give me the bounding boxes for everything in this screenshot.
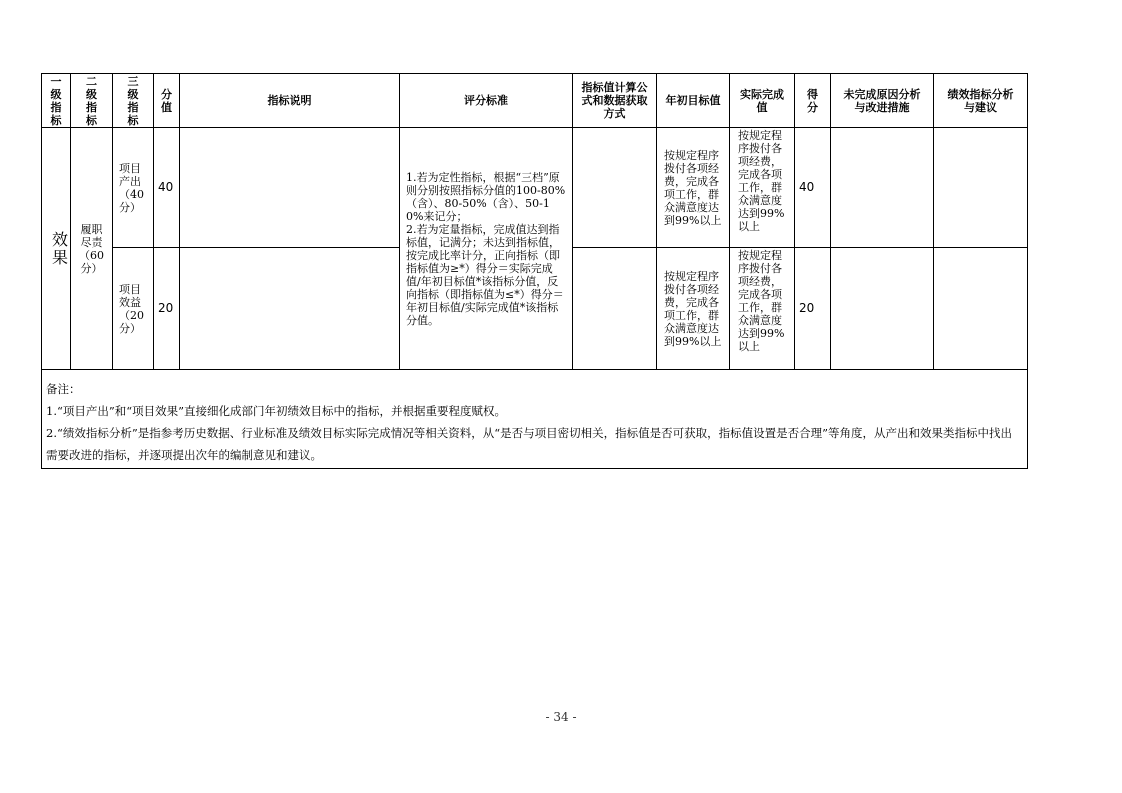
header-criteria: 评分标准 <box>400 74 573 128</box>
formula-cell <box>573 248 657 370</box>
notes-cell <box>42 370 1028 469</box>
level3-indicator-cell: 项目效益（20分） <box>113 248 154 370</box>
got-score-cell: 40 <box>795 128 831 248</box>
actual-value-cell: 按规定程序拨付各项经费，完成各项工作，群众满意度达到99%以上 <box>730 128 795 248</box>
performance-evaluation-table <box>41 73 1028 469</box>
notes-title: 备注： <box>46 382 81 396</box>
actual-value-cell: 按规定程序拨付各项经费，完成各项工作，群众满意度达到99%以上 <box>730 248 795 370</box>
page-number: - 34 - <box>545 710 577 724</box>
advice-cell <box>934 248 1028 370</box>
note-line-2: 2.“绩效指标分析”是指参考历史数据、行业标准及绩效目标实际完成情况等相关资料，从“是否与项目密切相关，指标值是否可获取，指标值设置是否合理”等角度，从产出和效果类指标中找出需要改进的指标，并逐项提出次年的编制意见和建议。 <box>46 426 1012 462</box>
reason-cell <box>831 248 934 370</box>
header-reason: 未完成原因分析与改进措施 <box>831 74 934 128</box>
got-score-cell: 20 <box>795 248 831 370</box>
advice-cell <box>934 128 1028 248</box>
score-value-cell: 20 <box>154 248 180 370</box>
header-lvl2: 二级指标 <box>71 74 113 128</box>
formula-cell <box>573 128 657 248</box>
target-value-cell: 按规定程序拨付各项经费，完成各项工作，群众满意度达到99%以上 <box>657 128 730 248</box>
table-row <box>42 128 1028 248</box>
header-formula: 指标值计算公式和数据获取方式 <box>573 74 657 128</box>
header-actual: 实际完成值 <box>730 74 795 128</box>
performance-table-sheet <box>41 73 1028 469</box>
header-advice: 绩效指标分析与建议 <box>934 74 1028 128</box>
criteria-cell <box>400 128 573 370</box>
criteria-text: 1.若为定性指标，根据“三档”原则分别按照指标分值的100-80%（含）、80-50%（含）、50-10%来记分； 2.若为定量指标，完成值达到指标值，记满分；未达到指标值，按完成比率计分，正向指标（即指标值为≥*）得分＝实际完成值/年初目标值*该指标分值，反向指标（即指标值为≤*）得分＝年初目标值/实际完成值*该指标分值。 <box>406 170 566 327</box>
description-cell <box>180 248 400 370</box>
note-line-1: 1.“项目产出”和“项目效果”直接细化成部门年初绩效目标中的指标，并根据重要程度赋权。 <box>46 404 506 418</box>
header-got-score: 得分 <box>795 74 831 128</box>
score-value-cell: 40 <box>154 128 180 248</box>
header-score: 分值 <box>154 74 180 128</box>
header-lvl3: 三级指标 <box>113 74 154 128</box>
target-value-cell: 按规定程序拨付各项经费，完成各项工作，群众满意度达到99%以上 <box>657 248 730 370</box>
reason-cell <box>831 128 934 248</box>
level1-indicator-cell: 效果 <box>42 128 71 370</box>
header-description: 指标说明 <box>180 74 400 128</box>
notes-row <box>42 370 1028 469</box>
level3-indicator-cell: 项目产出（40分） <box>113 128 154 248</box>
table-header-row <box>42 74 1028 128</box>
header-lvl1: 一级指标 <box>42 74 71 128</box>
description-cell <box>180 128 400 248</box>
header-target: 年初目标值 <box>657 74 730 128</box>
level2-indicator-cell: 履职尽责（60分） <box>71 128 113 370</box>
